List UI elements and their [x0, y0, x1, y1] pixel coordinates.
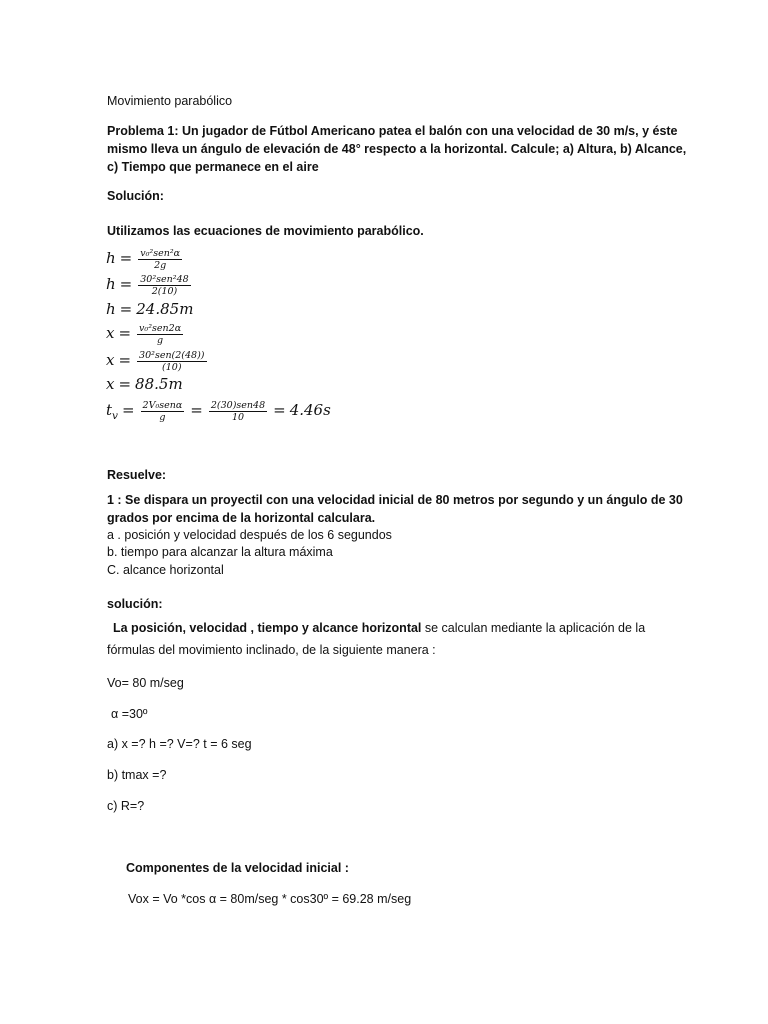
- problem1-line1: Problema 1: Un jugador de Fútbol Americano patea el balón con una velocidad de 30 m/s, y éste: [107, 124, 678, 138]
- exercise1-item-b: b. tiempo para alcanzar la altura máxima: [107, 545, 333, 559]
- resuelve-heading: Resuelve:: [107, 468, 167, 482]
- equation-time-of-flight: $t_v$ = $\frac{\text{2V₀senα}}{g}$ = $\frac{\text{2(30)sen48}}{10}$ = 4.46s: [106, 399, 331, 423]
- components-heading: Componentes de la velocidad inicial :: [126, 861, 349, 875]
- problem1-line3: c) Tiempo que permanece en el aire: [107, 160, 319, 174]
- solution-heading: Solución:: [107, 189, 164, 203]
- vox-formula: Vox = Vo *cos α = 80m/seg * cos30º = 69.28 m/seg: [128, 892, 412, 906]
- equation-x-result: x = 88.5m: [106, 375, 183, 393]
- explanation-line1-rest: se calculan mediante la aplicación de la: [421, 621, 646, 635]
- given-vo: Vo= 80 m/seg: [107, 676, 184, 690]
- given-b: b) tmax =?: [107, 768, 167, 782]
- exercise1-item-a: a . posición y velocidad después de los 6 segundos: [107, 528, 392, 542]
- exercise1-line2: grados por encima de la horizontal calculara.: [107, 511, 376, 525]
- equation-x-formula: x = $\frac{\text{v₀²sen2α}}{g}$: [106, 322, 182, 346]
- explanation-line2: fórmulas del movimiento inclinado, de la siguiente manera :: [107, 643, 436, 657]
- exercise1-item-c: C. alcance horizontal: [107, 563, 224, 577]
- equation-h-substitution: h = $\frac{\text{30²sen²48}}{2(10)}$: [106, 273, 189, 297]
- solution2-heading: solución:: [107, 597, 163, 611]
- explanation-line1-bold: La posición, velocidad , tiempo y alcance horizontal: [113, 621, 422, 635]
- given-alpha: α =30º: [111, 707, 148, 721]
- equation-h-formula: h = $\frac{\text{v₀²sen²α}}{2g}$: [106, 247, 181, 271]
- given-c: c) R=?: [107, 799, 145, 813]
- explanation-line1: [113, 619, 645, 637]
- equations-intro: Utilizamos las ecuaciones de movimiento parabólico.: [107, 224, 424, 238]
- equation-x-substitution: x = $\frac{\text{30²sen(2(48))}}{(10)}$: [106, 349, 205, 373]
- problem1-line2: mismo lleva un ángulo de elevación de 48° respecto a la horizontal. Calcule; a) Altura, b) Alcance,: [107, 142, 687, 156]
- document-title: Movimiento parabólico: [107, 94, 233, 108]
- exercise1-line1: 1 : Se dispara un proyectil con una velocidad inicial de 80 metros por segundo y un ángulo de 30: [107, 493, 683, 507]
- equation-h-result: h = 24.85m: [106, 300, 194, 318]
- given-a: a) x =? h =? V=? t = 6 seg: [107, 737, 252, 751]
